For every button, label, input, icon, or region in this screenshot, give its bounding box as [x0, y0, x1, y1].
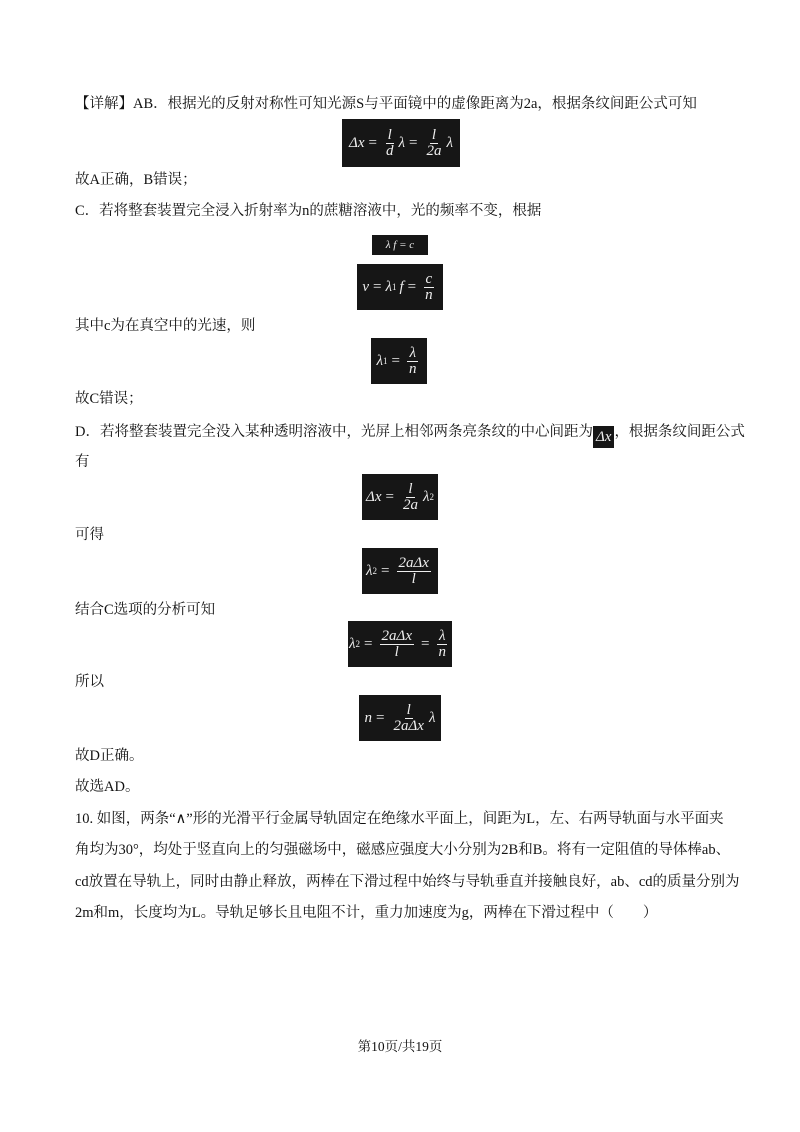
text-line: 结合C选项的分析可知 — [75, 602, 216, 618]
text-line: 其中c为在真空中的光速，则 — [75, 318, 256, 334]
text-line: 【详解】AB．根据光的反射对称性可知光源S与平面镜中的虚像距离为2a，根据条纹间距公式可知 — [75, 96, 697, 112]
text-line: 有 — [75, 454, 90, 470]
equation-wavelength-1: λ 1 = $\frac{\lambda}{n}$ — [371, 338, 427, 384]
equation-combined: λ 2 = $\frac{\text{2aΔx}}{l}$ = $\frac{\lambda}{n}$ — [348, 621, 452, 667]
text-line: 故D正确。 — [75, 748, 144, 764]
page-footer: 第10页/共19页 — [357, 1039, 443, 1054]
equation-refractive-index: n = $\frac{l}{\text{2aΔx}}$ λ — [359, 695, 441, 741]
text-line: D．若将整套装置完全没入某种透明溶液中，光屏上相邻两条亮条纹的中心间距为 Δx ，根据条纹间距公式 — [75, 422, 745, 448]
text-line: 故选AD。 — [75, 779, 140, 795]
equation-velocity: v = λ 1 f = $\frac{c}{n}$ — [357, 264, 443, 310]
question-text: cd放置在导轨上，同时由静止释放，两棒在下滑过程中始终与导轨垂直并接触良好，ab、cd的质量分别为 — [75, 874, 740, 890]
equation-fringe-spacing-2: Δx = $\frac{l}{2a}$ λ 2 — [362, 474, 438, 520]
equation-wave-relation: λ f = c — [372, 235, 428, 255]
text-line: 可得 — [75, 527, 104, 543]
equation-fringe-spacing: Δx = $\frac{l}{d}$ λ = $\frac{l}{2a}$ λ — [342, 119, 460, 167]
text-line: 故C错误； — [75, 391, 143, 407]
text-line: 所以 — [75, 674, 104, 690]
equation-wavelength-2: λ 2 = $\frac{\text{2aΔx}}{l}$ — [362, 548, 438, 594]
text-line: 故A正确，B错误； — [75, 172, 197, 188]
question-text: 2m和m，长度均为L。导轨足够长且电阻不计，重力加速度为g，两棒在下滑过程中（ ） — [75, 905, 658, 921]
equation-inline-delta-x: Δx — [593, 426, 614, 448]
text-line: C．若将整套装置完全浸入折射率为n的蔗糖溶液中，光的频率不变，根据 — [75, 203, 542, 219]
question-text: 10. 如图，两条“∧”形的光滑平行金属导轨固定在绝缘水平面上，间距为L，左、右两导轨面与水平面夹 — [75, 811, 724, 827]
question-text: 角均为30°，均处于竖直向上的匀强磁场中，磁感应强度大小分别为2B和B。将有一定阻值的导体棒ab、 — [75, 842, 731, 858]
